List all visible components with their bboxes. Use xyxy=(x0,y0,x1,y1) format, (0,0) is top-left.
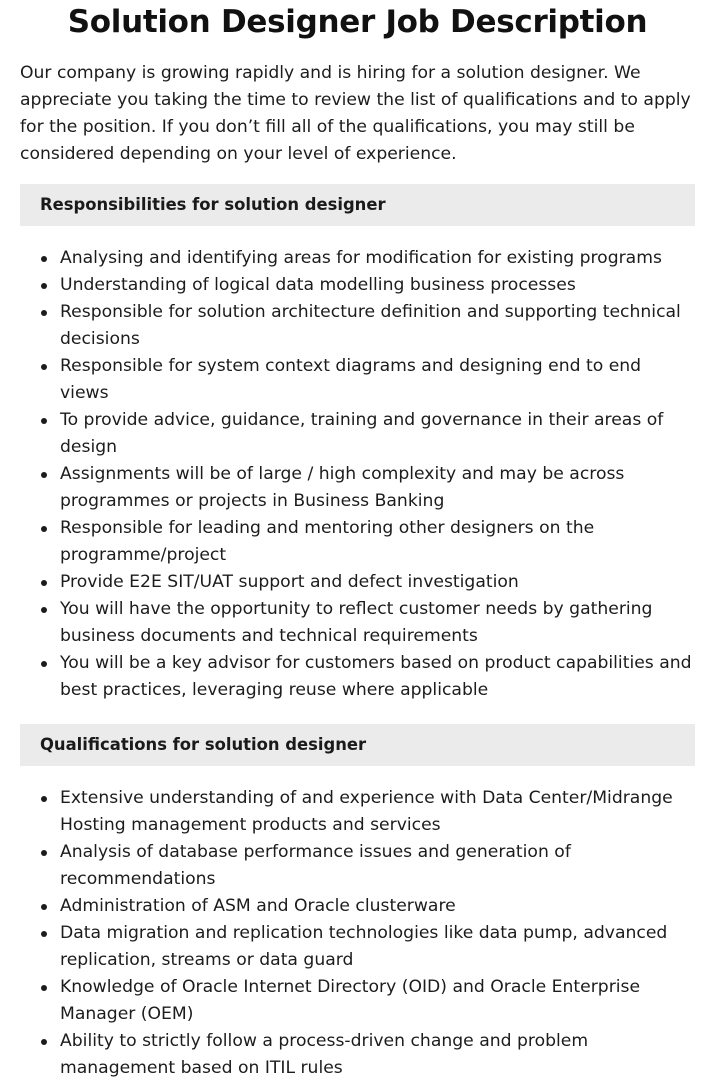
qualifications-heading: Qualifications for solution designer xyxy=(20,724,695,766)
responsibility-item: You will have the opportunity to reflect customer needs by gathering business documents and technical requirements xyxy=(60,596,695,650)
qualification-item: Ability to strictly follow a process-driven change and problem management based on ITIL rules xyxy=(60,1028,695,1082)
responsibilities-heading: Responsibilities for solution designer xyxy=(20,184,695,226)
qualification-item: Analysis of database performance issues and generation of recommendations xyxy=(60,839,695,893)
qualification-item: Knowledge of Oracle Internet Directory (OID) and Oracle Enterprise Manager (OEM) xyxy=(60,974,695,1028)
intro-paragraph: Our company is growing rapidly and is hiring for a solution designer. We appreciate you taking the time to review the list of qualifications and to apply for the position. If you don’t fill all of the qualifications, you may still be considered depending on your level of experience. xyxy=(20,63,691,164)
responsibility-item: Analysing and identifying areas for modification for existing programs xyxy=(60,245,695,272)
qualification-item: Extensive understanding of and experience with Data Center/Midrange Hosting management products and services xyxy=(60,785,695,839)
responsibilities-list xyxy=(20,245,695,704)
responsibility-item: To provide advice, guidance, training and governance in their areas of design xyxy=(60,407,695,461)
qualification-item: Administration of ASM and Oracle clusterware xyxy=(60,893,695,920)
responsibility-item: Provide E2E SIT/UAT support and defect investigation xyxy=(60,569,695,596)
qualifications-list xyxy=(20,785,695,1082)
job-description-page xyxy=(20,0,695,1082)
page-title: Solution Designer Job Description xyxy=(67,4,648,40)
responsibility-item: Responsible for leading and mentoring other designers on the programme/project xyxy=(60,515,695,569)
responsibility-item: Responsible for system context diagrams and designing end to end views xyxy=(60,353,695,407)
responsibility-item: Understanding of logical data modelling business processes xyxy=(60,272,695,299)
responsibility-item: Assignments will be of large / high complexity and may be across programmes or projects in Business Banking xyxy=(60,461,695,515)
responsibility-item: Responsible for solution architecture definition and supporting technical decisions xyxy=(60,299,695,353)
responsibility-item: You will be a key advisor for customers based on product capabilities and best practices, leveraging reuse where applicable xyxy=(60,650,695,704)
qualification-item: Data migration and replication technologies like data pump, advanced replication, streams or data guard xyxy=(60,920,695,974)
